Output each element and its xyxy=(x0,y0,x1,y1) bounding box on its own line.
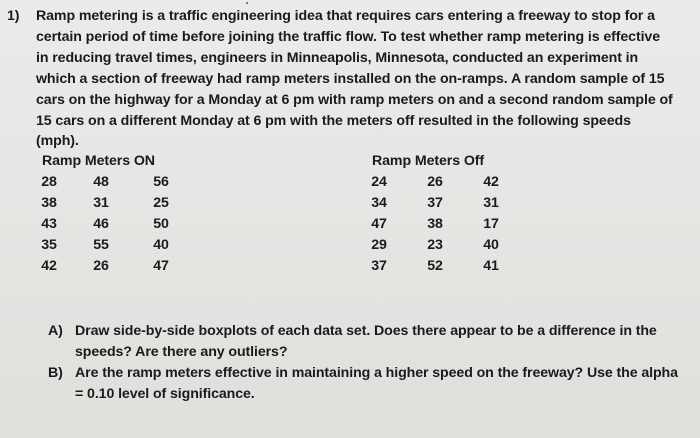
question-line: which a section of freeway had ramp meters installed on the on-ramps. A random sample of 15 xyxy=(36,71,665,87)
part-line: Are the ramp meters effective in maintaining a higher speed on the freeway? Use the alpha xyxy=(75,365,678,381)
table-cell: 37 xyxy=(427,195,443,211)
table-cell: 42 xyxy=(483,174,499,190)
table-cell: 41 xyxy=(483,258,499,274)
part-label: A) xyxy=(48,323,63,339)
question-line: Ramp metering is a traffic engineering idea that requires cars entering a freeway to stop for a xyxy=(36,8,655,24)
table-cell: 25 xyxy=(153,195,169,211)
table-title: Ramp Meters ON xyxy=(42,153,155,169)
table-cell: 43 xyxy=(41,216,57,232)
table-cell: 34 xyxy=(371,195,387,211)
table-cell: 40 xyxy=(483,237,499,253)
table-cell: 56 xyxy=(153,174,169,190)
question-line: (mph). xyxy=(36,133,79,149)
table-cell: 35 xyxy=(41,237,57,253)
table-cell: 29 xyxy=(371,237,387,253)
table-cell: 48 xyxy=(93,174,109,190)
ink-speck xyxy=(246,2,248,4)
table-cell: 17 xyxy=(483,216,499,232)
table-cell: 31 xyxy=(93,195,109,211)
table-cell: 38 xyxy=(427,216,443,232)
table-cell: 23 xyxy=(427,237,443,253)
table-cell: 28 xyxy=(41,174,57,190)
table-title: Ramp Meters Off xyxy=(372,153,485,169)
table-cell: 46 xyxy=(93,216,109,232)
table-cell: 47 xyxy=(153,258,169,274)
question-line: certain period of time before joining the traffic flow. To test whether ramp metering is effective xyxy=(36,29,661,45)
table-cell: 38 xyxy=(41,195,57,211)
question-line: cars on the highway for a Monday at 6 pm with ramp meters on and a second random sample of xyxy=(36,92,673,108)
question-line: 15 cars on a different Monday at 6 pm with the meters off resulted in the following speeds xyxy=(36,113,631,129)
table-cell: 42 xyxy=(41,258,57,274)
table-cell: 52 xyxy=(427,258,443,274)
table-cell: 26 xyxy=(93,258,109,274)
question-line: in reducing travel times, engineers in Minneapolis, Minnesota, conducted an experiment in xyxy=(36,50,639,66)
part-label: B) xyxy=(48,365,63,381)
table-cell: 55 xyxy=(93,237,109,253)
table-cell: 31 xyxy=(483,195,499,211)
question-number: 1) xyxy=(7,8,20,24)
part-line: = 0.10 level of significance. xyxy=(75,386,255,402)
table-cell: 24 xyxy=(371,174,387,190)
part-line: Draw side-by-side boxplots of each data set. Does there appear to be a difference in the xyxy=(75,323,657,339)
table-cell: 50 xyxy=(153,216,169,232)
part-line: speeds? Are there any outliers? xyxy=(75,344,288,360)
table-cell: 37 xyxy=(371,258,387,274)
table-cell: 40 xyxy=(153,237,169,253)
table-cell: 47 xyxy=(371,216,387,232)
table-cell: 26 xyxy=(427,174,443,190)
